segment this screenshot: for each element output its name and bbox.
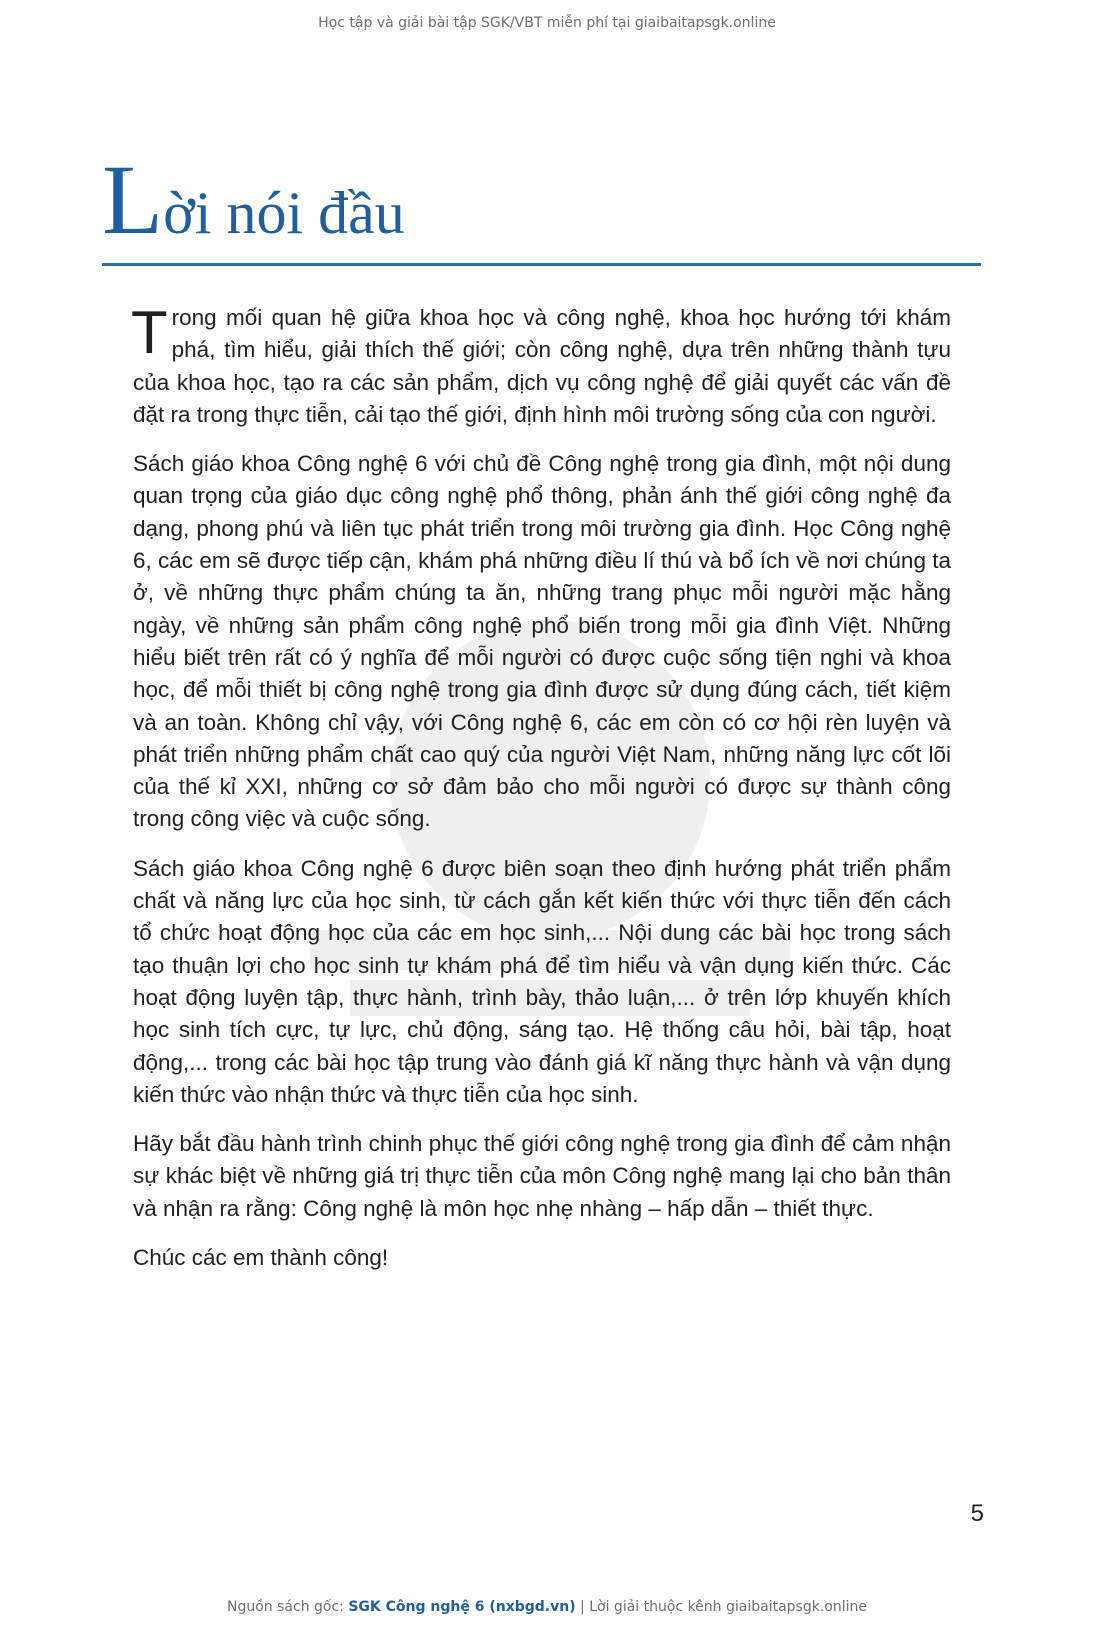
- paragraph-4: Hãy bắt đầu hành trình chinh phục thế giới công nghệ trong gia đình để cảm nhận sự khác biệt về những giá trị thực tiễn của môn Công nghệ mang lại cho bản thân và nhận ra rằng: Công nghệ là môn học nhẹ nhàng – hấp dẫn – thiết thực.: [133, 1131, 951, 1221]
- top-banner: Học tập và giải bài tập SGK/VBT miễn phí tại giaibaitapsgk.online: [318, 15, 776, 31]
- paragraph-1: [131, 299, 951, 431]
- page-title: [102, 144, 405, 255]
- drop-cap: T: [131, 299, 168, 366]
- footer-suffix: | Lời giải thuộc kênh giaibaitapsgk.online: [575, 1599, 867, 1615]
- footer: [0, 1599, 1094, 1615]
- preface-body: [131, 299, 951, 1291]
- title-first-letter: L: [102, 144, 164, 255]
- paragraph-2: Sách giáo khoa Công nghệ 6 với chủ đề Công nghệ trong gia đình, một nội dung quan trọng của giáo dục công nghệ phổ thông, phản ánh thế giới công nghệ đa dạng, phong phú và liên tục phát triển trong môi trường gia đình. Học Công nghệ 6, các em sẽ được tiếp cận, khám phá những điều lí thú và bổ ích về nơi chúng ta ở, về những thực phẩm chúng ta ăn, những trang phục mỗi người mặc hằng ngày, về những sản phẩm công nghệ phổ biến trong mỗi gia đình Việt. Những hiểu biết trên rất có ý nghĩa để mỗi người có được cuộc sống tiện nghi và khoa học, để mỗi thiết bị công nghệ trong gia đình được sử dụng đúng cách, tiết kiệm và an toàn. Không chỉ vậy, với Công nghệ 6, các em còn có cơ hội rèn luyện và phát triển những phẩm chất cao quý của người Việt Nam, những năng lực cốt lõi của thế kỉ XXI, những cơ sở đảm bảo cho mỗi người có được sự thành công trong công việc và cuộc sống.: [133, 451, 951, 832]
- footer-source-link[interactable]: SGK Công nghệ 6 (nxbgd.vn): [348, 1599, 576, 1615]
- page-number: 5: [970, 1500, 984, 1527]
- title-rest: ời nói đầu: [163, 180, 405, 246]
- footer-prefix: Nguồn sách gốc:: [227, 1599, 349, 1615]
- closing-line: Chúc các em thành công!: [133, 1245, 389, 1271]
- title-underline: [102, 263, 981, 266]
- paragraph-3: Sách giáo khoa Công nghệ 6 được biên soạn theo định hướng phát triển phẩm chất và năng lực của học sinh, từ cách gắn kết kiến thức với thực tiễn đến cách tổ chức hoạt động học của các em học sinh,... Nội dung các bài học trong sách tạo thuận lợi cho học sinh tự khám phá để tìm hiểu và vận dụng kiến thức. Các hoạt động luyện tập, thực hành, trình bày, thảo luận,... ở trên lớp khuyến khích học sinh tích cực, tự lực, chủ động, sáng tạo. Hệ thống câu hỏi, bài tập, hoạt động,... trong các bài học tập trung vào đánh giá kĩ năng thực hành và vận dụng kiến thức vào nhận thức và thực tiễn của học sinh.: [133, 855, 951, 1107]
- paragraph-1-text: rong mối quan hệ giữa khoa học và công nghệ, khoa học hướng tới khám phá, tìm hiểu, giải thích thế giới; còn công nghệ, dựa trên những thành tựu của khoa học, tạo ra các sản phẩm, dịch vụ công nghệ để giải quyết các vấn đề đặt ra trong thực tiễn, cải tạo thế giới, định hình môi trường sống của con người.: [133, 305, 951, 427]
